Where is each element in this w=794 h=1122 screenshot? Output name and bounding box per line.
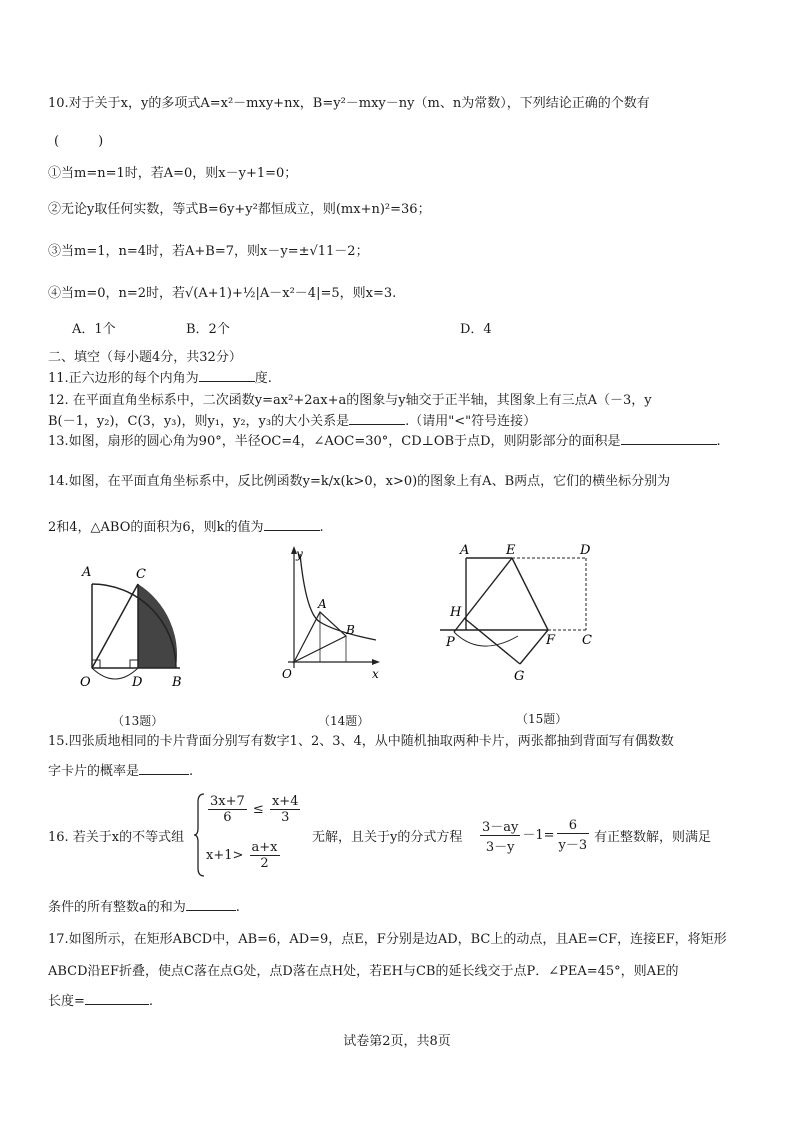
q16-line2: [48, 896, 240, 915]
q17-line3: [48, 990, 153, 1009]
q12-line2: [48, 410, 536, 429]
label-e: E: [506, 543, 516, 558]
q16-eq-right: [557, 818, 590, 853]
q16-equation: [478, 816, 591, 855]
q15-line1: 15.四张质地相同的卡片背面分别写有数字1、2、3、4，从中随机抽取两种卡片，两张都抽到背面写有偶数数: [48, 734, 674, 749]
label-b: B: [172, 675, 182, 690]
label-y: y: [296, 547, 303, 561]
q11: [48, 367, 272, 386]
q10-item-2: ②无论y取任何实数，等式B=6y+y²都恒成立，则(mx+n)²=36；: [48, 202, 431, 217]
q14-blank: [264, 518, 320, 531]
q12-line1: 12. 在平面直角坐标系中，二次函数y=ax²+2ax+a的图象与y轴交于正半轴，其图象上有三点A（－3，y: [48, 393, 652, 408]
label-a: A: [82, 565, 92, 580]
q10-stem: 10.对于关于x，y的多项式A=x²－mxy+nx，B=y²－mxy－ny（m、n为常数），下列结论正确的个数有: [48, 96, 650, 111]
q17-line1: 17.如图所示，在矩形ABCD中，AB=6，AD=9，点E，F分别是边AD，BC上的动点，且AE=CF，连接EF，将矩形: [48, 932, 727, 947]
right-angle-d: [130, 660, 138, 668]
q12-line2a: B(－1，y₂)，C(3，y₃)，则y₁，y₂，y₃的大小关系是: [48, 414, 350, 429]
q16-eq-mid: －1=: [522, 828, 555, 843]
q16-tail: 有正整数解，则满足: [594, 830, 712, 845]
q16-ineq2-den: 2: [260, 856, 269, 871]
label-a: A: [460, 543, 470, 558]
q16-eq-right-num: 6: [557, 818, 590, 834]
q12-line2b: .（请用"<"符号连接）: [405, 414, 537, 429]
q16-eq-left-num: 3－ay: [480, 816, 520, 836]
q17-blank: [85, 992, 149, 1005]
figure-13: [70, 548, 200, 698]
label-x: x: [372, 667, 379, 681]
q16-ineq1-right-num: x+4: [271, 794, 299, 809]
q16-ineq2-left: x+1>: [206, 848, 244, 863]
q16-line2b: .: [235, 900, 240, 915]
q10-paren: ( ): [54, 134, 104, 149]
q14-line2b: .: [319, 520, 324, 535]
q16-ineq1: [206, 794, 302, 825]
q14-line2: [48, 516, 324, 535]
q14-line1: 14.如图，在平面直角坐标系中，反比例函数y=k/x(k>0，x>0)的图象上有A、B两点，它们的横坐标分别为: [48, 474, 671, 489]
segment-hg: [464, 618, 520, 664]
q16-ineq1-op: ≤: [252, 802, 264, 817]
caption-15: （15题）: [516, 712, 568, 726]
q10-option-b: B．2个: [186, 322, 230, 337]
q16-ineq1-left: [208, 794, 247, 825]
page-footer: 试卷第2页，共8页: [343, 1034, 451, 1049]
q10-item-1: ①当m=n=1时，若A=0，则x－y+1=0；: [48, 166, 298, 181]
figure-14: [276, 544, 386, 684]
hyperbola: [300, 554, 376, 640]
figure-15: [440, 540, 600, 690]
q15-blank: [139, 762, 189, 775]
q15-line2b: .: [189, 764, 194, 779]
q17-line2: ABCD沿EF折叠，使点C落在点G处，点D落在点H处，若EH与CB的延长线交于点P．∠PEA=45°，则AE的: [48, 964, 679, 979]
q11-after: 度.: [254, 371, 272, 386]
q16-ineq2: [206, 840, 282, 871]
q11-before: 11.正六边形的每个内角为: [48, 371, 199, 386]
arc-mark: [454, 632, 518, 646]
segment-ep: [454, 558, 512, 632]
q16-ineq1-right: [270, 794, 301, 825]
q16-ineq2-right: [250, 840, 280, 871]
label-f: F: [546, 633, 556, 648]
q13-before: 13.如图，扇形的圆心角为90°，半径OC=4，∠AOC=30°，CD⊥OB于点D，则阴影部分的面积是: [48, 434, 621, 449]
q10-option-a: A．1个: [72, 322, 116, 337]
label-d: D: [580, 543, 591, 558]
q16-mid: 无解，且关于y的分式方程: [312, 830, 463, 845]
q12-blank: [349, 412, 405, 425]
caption-14: （14题）: [318, 714, 370, 728]
label-o: O: [80, 675, 91, 690]
segment-ef: [512, 558, 548, 630]
q13-after: .: [716, 434, 721, 449]
q10-item-3: ③当m=1，n=4时，若A+B=7，则x－y=±√11－2；: [48, 244, 369, 259]
q16-ineq1-left-den: 6: [223, 810, 232, 825]
q16-line2a: 条件的所有整数a的和为: [48, 900, 186, 915]
q16-brace: [194, 792, 206, 878]
label-c: C: [582, 633, 592, 648]
q16-blank: [186, 898, 236, 911]
q16-ineq2-num: a+x: [251, 840, 278, 855]
q16-ineq1-right-den: 3: [281, 810, 290, 825]
label-h: H: [450, 605, 462, 620]
section-title: 二、填空（每小题4分，共32分）: [48, 350, 242, 365]
q13-blank: [621, 432, 717, 445]
label-d: D: [132, 675, 143, 690]
label-b: B: [346, 623, 355, 637]
q13: [48, 430, 721, 449]
segment-fg: [520, 630, 548, 664]
caption-13: （13题）: [112, 714, 164, 728]
q16-eq-left: [480, 816, 520, 855]
q15-line2a: 字卡片的概率是: [48, 764, 140, 779]
q11-blank: [199, 369, 255, 382]
q16-eq-left-den: 3－y: [485, 840, 515, 855]
q14-line2a: 2和4，△ABO的面积为6，则k的值为: [48, 520, 264, 535]
segment-oc: [92, 584, 138, 668]
q17-line3b: .: [148, 994, 154, 1009]
label-c: C: [136, 567, 146, 582]
x-axis-arrow-icon: [372, 659, 380, 665]
label-g: G: [514, 669, 525, 684]
q16-ineq1-left-num: 3x+7: [210, 794, 245, 809]
q15-line2: [48, 760, 193, 779]
q16-eq-right-den: y－3: [558, 838, 588, 853]
label-o: O: [282, 667, 292, 681]
q16-lead: 16. 若关于x的不等式组: [48, 830, 185, 845]
label-p: P: [446, 635, 455, 650]
q10-option-d: D．4: [460, 322, 492, 337]
q10-item-4: ④当m=0，n=2时，若√(A+1)+½|A－x²－4|=5，则x=3.: [48, 286, 397, 301]
q17-line3a: 长度=: [48, 994, 85, 1009]
label-a: A: [318, 597, 327, 611]
